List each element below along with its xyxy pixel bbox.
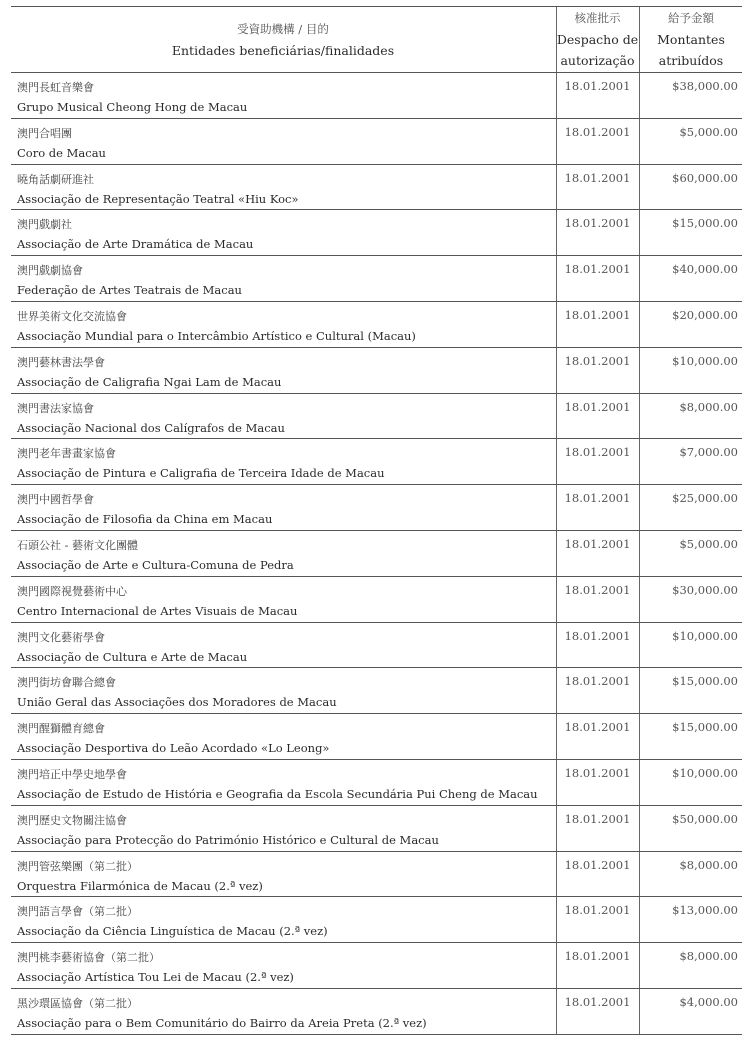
entity-name-pt: Associação Nacional dos Calígrafos de Macau	[17, 420, 285, 435]
authorization-date: 18.01.2001	[564, 216, 631, 231]
header-beneficiaries-pt: Entidades beneficiárias/finalidades	[171, 42, 395, 58]
table-body	[11, 72, 742, 1034]
table-row	[11, 164, 742, 210]
authorization-date: 18.01.2001	[564, 765, 631, 780]
authorization-date: 18.01.2001	[564, 124, 631, 139]
header-authorization-zh: 核准批示	[574, 11, 621, 25]
table-row	[11, 393, 742, 439]
authorization-date: 18.01.2001	[564, 307, 631, 322]
entity-name-pt: Coro de Macau	[17, 145, 106, 160]
amount-value: $4,000.00	[679, 994, 738, 1009]
entity-name-pt: Centro Internacional de Artes Visuais de Macau	[17, 603, 298, 618]
entity-name-pt: Associação de Arte Dramática de Macau	[17, 237, 254, 252]
amount-value: $8,000.00	[679, 399, 738, 414]
amount-value: $8,000.00	[679, 949, 738, 964]
entity-name-pt: Associação Artística Tou Lei de Macau (2.ª vez)	[17, 970, 294, 985]
table-row	[11, 530, 742, 576]
entity-name-pt: Associação de Estudo de História e Geografia da Escola Secundária Pui Cheng de Macau	[17, 786, 538, 801]
table-row	[11, 805, 742, 851]
entity-name-zh: 澳門管弦樂團（第二批）	[17, 859, 138, 873]
entity-name-zh: 澳門國際視覺藝術中心	[17, 584, 127, 598]
entity-name-zh: 澳門書法家協會	[17, 401, 94, 415]
table-row	[11, 118, 742, 164]
amount-value: $38,000.00	[672, 79, 738, 93]
entity-name-zh: 澳門醒獅體育總會	[17, 722, 105, 736]
entity-name-zh: 澳門藝林書法學會	[17, 355, 105, 369]
table-row	[11, 576, 742, 622]
authorization-date: 18.01.2001	[564, 674, 631, 689]
table-row	[11, 72, 742, 118]
entity-name-zh: 澳門培正中學史地學會	[17, 767, 127, 781]
entity-name-pt: Associação de Cultura e Arte de Macau	[17, 649, 248, 664]
entity-name-pt: Associação de Pintura e Caligrafia de Terceira Idade de Macau	[17, 466, 385, 481]
authorization-date: 18.01.2001	[564, 628, 631, 643]
table-row	[11, 209, 742, 255]
authorization-date: 18.01.2001	[564, 170, 631, 185]
header-authorization	[557, 7, 638, 72]
authorization-date: 18.01.2001	[564, 536, 631, 551]
entity-name-pt: Associação para Protecção do Património Histórico e Cultural de Macau	[17, 832, 439, 847]
entity-name-zh: 澳門桃李藝術協會（第二批）	[17, 951, 160, 965]
table-row	[11, 896, 742, 942]
entity-name-zh: 澳門合唱團	[17, 126, 72, 140]
entity-name-zh: 澳門戲劇協會	[17, 264, 83, 278]
authorization-date: 18.01.2001	[564, 399, 631, 414]
header-beneficiaries-zh: 受資助機構 / 目的	[237, 21, 329, 36]
entity-name-pt: Associação de Filosofia da China em Macau	[17, 512, 273, 527]
authorization-date: 18.01.2001	[564, 262, 631, 277]
amount-value: $13,000.00	[672, 903, 738, 918]
table-row	[11, 484, 742, 530]
entity-name-zh: 澳門老年書畫家協會	[17, 447, 116, 461]
table-row	[11, 851, 742, 897]
amount-value: $20,000.00	[672, 307, 738, 322]
entity-name-pt: Associação para o Bem Comunitário do Bairro da Areia Preta (2.ª vez)	[17, 1015, 427, 1030]
table-row	[11, 301, 742, 347]
amount-value: $60,000.00	[672, 170, 738, 185]
amount-value: $25,000.00	[672, 491, 738, 506]
authorization-date: 18.01.2001	[564, 491, 631, 506]
amount-value: $40,000.00	[672, 262, 738, 277]
header-amount	[640, 7, 742, 72]
amount-value: $30,000.00	[672, 582, 738, 597]
amount-value: $15,000.00	[672, 216, 738, 231]
header-amount-pt-line1: Montantes	[657, 32, 725, 47]
table-row	[11, 667, 742, 713]
amount-value: $8,000.00	[679, 857, 738, 872]
authorization-date: 18.01.2001	[564, 903, 631, 918]
amount-value: $10,000.00	[672, 765, 738, 780]
amount-value: $10,000.00	[672, 628, 738, 643]
authorization-date: 18.01.2001	[564, 720, 631, 735]
header-amount-pt-line2: atribuídos	[658, 53, 724, 68]
authorization-date: 18.01.2001	[564, 582, 631, 597]
amount-value: $5,000.00	[679, 124, 738, 139]
entity-name-zh: 澳門歷史文物關注協會	[17, 813, 127, 827]
table-row	[11, 622, 742, 668]
entity-name-zh: 曉角話劇研進社	[17, 172, 94, 186]
entity-name-pt: Associação de Caligrafia Ngai Lam de Macau	[17, 374, 282, 389]
table-row	[11, 759, 742, 805]
entity-name-zh: 澳門街坊會聯合總會	[17, 676, 116, 690]
amount-value: $10,000.00	[672, 353, 738, 368]
entity-name-zh: 澳門語言學會（第二批）	[17, 905, 138, 919]
header-authorization-pt-line2: autorização	[560, 53, 635, 68]
entity-name-pt: Associação Mundial para o Intercâmbio Artístico e Cultural (Macau)	[17, 328, 416, 343]
entity-name-pt: Federação de Artes Teatrais de Macau	[17, 283, 242, 298]
entity-name-zh: 黑沙環區協會（第二批）	[17, 996, 138, 1010]
entity-name-pt: Associação Desportiva do Leão Acordado «Lo Leong»	[17, 741, 330, 756]
amount-value: $7,000.00	[679, 445, 738, 460]
table-row	[11, 438, 742, 484]
amount-value: $50,000.00	[672, 811, 738, 826]
authorization-date: 18.01.2001	[564, 994, 631, 1009]
table-row	[11, 713, 742, 759]
authorization-date: 18.01.2001	[564, 811, 631, 826]
entity-name-pt: Orquestra Filarmónica de Macau (2.ª vez)	[17, 878, 263, 893]
entity-name-zh: 澳門中國哲學會	[17, 493, 94, 507]
authorization-date: 18.01.2001	[564, 79, 631, 93]
entity-name-zh: 世界美術文化交流協會	[17, 309, 127, 323]
authorization-date: 18.01.2001	[564, 949, 631, 964]
entity-name-zh: 澳門戲劇社	[17, 218, 72, 232]
table-row	[11, 255, 742, 301]
amount-value: $15,000.00	[672, 674, 738, 689]
header-amount-zh: 給予金額	[668, 11, 714, 25]
table-row	[11, 988, 742, 1034]
subsidy-table	[11, 6, 742, 1035]
table-header	[11, 7, 742, 72]
authorization-date: 18.01.2001	[564, 857, 631, 872]
entity-name-zh: 澳門長虹音樂會	[17, 81, 94, 94]
entity-name-pt: Grupo Musical Cheong Hong de Macau	[17, 100, 248, 114]
entity-name-pt: Associação de Representação Teatral «Hiu Koc»	[17, 191, 299, 206]
amount-value: $15,000.00	[672, 720, 738, 735]
entity-name-pt: Associação da Ciência Linguística de Macau (2.ª vez)	[17, 924, 328, 939]
header-authorization-pt-line1: Despacho de	[556, 32, 639, 47]
entity-name-pt: Associação de Arte e Cultura-Comuna de Pedra	[17, 557, 294, 572]
entity-name-zh: 澳門文化藝術學會	[17, 630, 105, 644]
amount-value: $5,000.00	[679, 536, 738, 551]
entity-name-zh: 石頭公社 - 藝術文化團體	[17, 538, 138, 552]
entity-name-pt: União Geral das Associações dos Moradores de Macau	[17, 695, 337, 710]
authorization-date: 18.01.2001	[564, 445, 631, 460]
table-row	[11, 347, 742, 393]
header-beneficiaries	[11, 7, 555, 72]
table-row	[11, 942, 742, 988]
authorization-date: 18.01.2001	[564, 353, 631, 368]
